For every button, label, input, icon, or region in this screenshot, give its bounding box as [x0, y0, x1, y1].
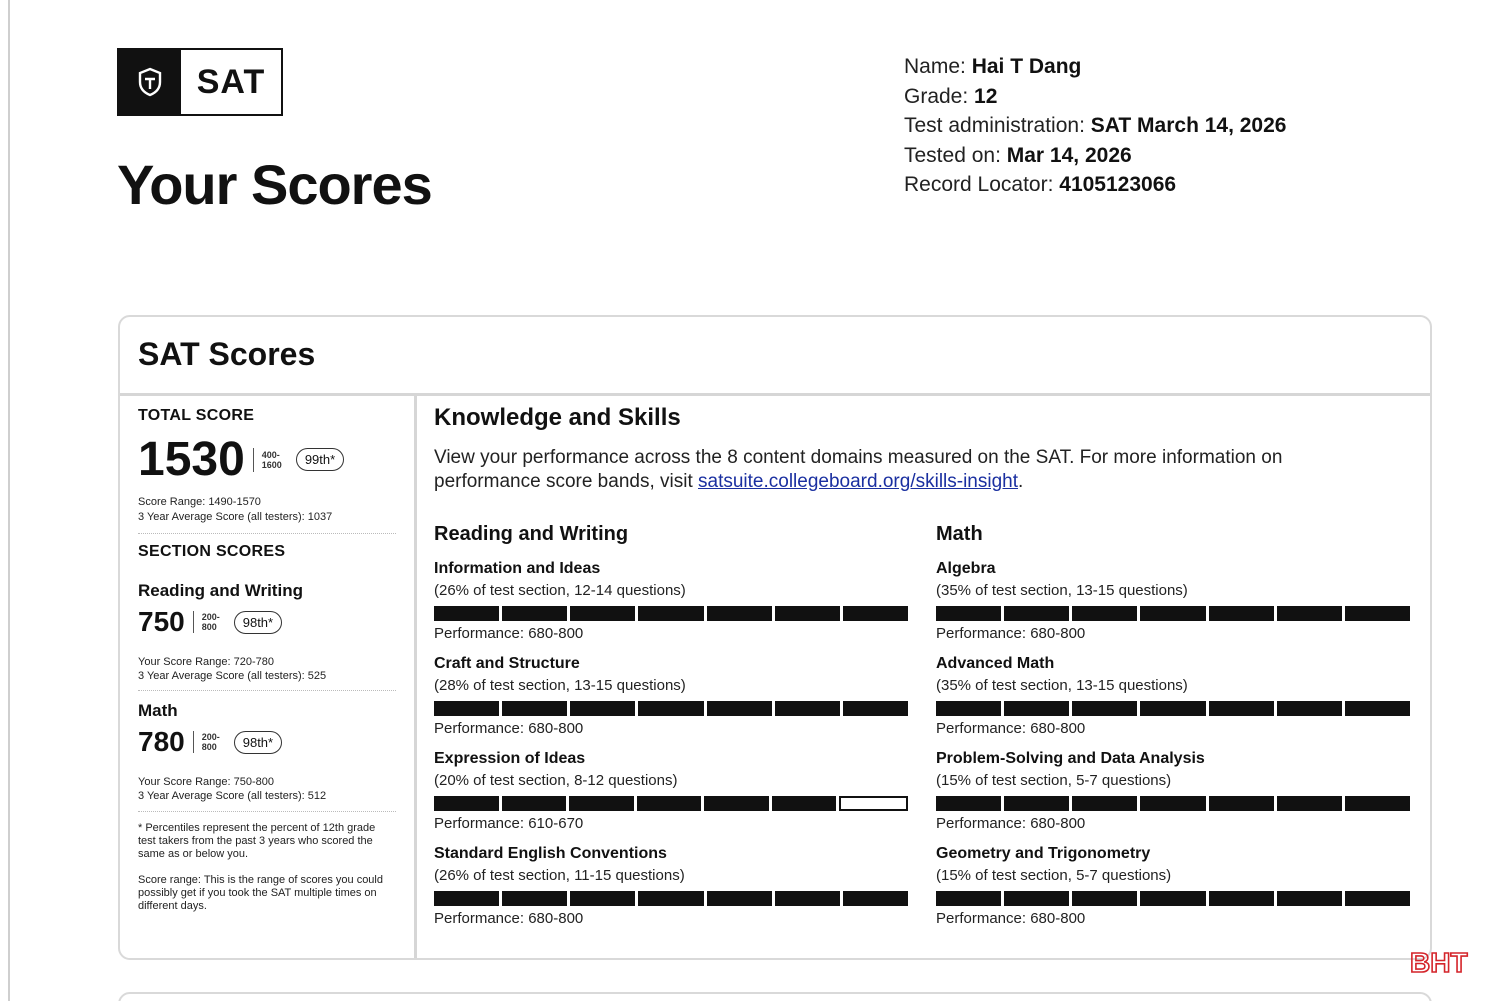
bar-segment-filled — [704, 796, 769, 811]
math-score-scale: 200- 800 — [201, 732, 220, 752]
rw-average: 3 Year Average Score (all testers): 525 — [138, 670, 327, 682]
domain-share: (26% of test section, 12-14 questions) — [434, 582, 686, 599]
performance-bar — [434, 701, 908, 716]
bar-segment-filled — [936, 891, 1001, 906]
sat-logo — [117, 48, 283, 116]
bar-segment-filled — [1072, 701, 1137, 716]
domain-name: Standard English Conventions — [434, 845, 667, 862]
dotted-divider — [138, 533, 396, 534]
bar-segment-filled — [772, 796, 837, 811]
performance-bar — [434, 891, 908, 906]
bar-segment-filled — [569, 796, 634, 811]
bar-segment-empty — [839, 796, 908, 811]
domain-performance: Performance: 680-800 — [936, 910, 1086, 927]
total-score-scale: 400- 1600 — [261, 449, 282, 470]
bar-segment-filled — [1004, 701, 1069, 716]
bar-segment-filled — [775, 701, 840, 716]
domain-name: Geometry and Trigonometry — [936, 845, 1151, 862]
bar-segment-filled — [502, 606, 567, 621]
score-separator — [193, 611, 194, 633]
record-locator-row: Record Locator: 4105123066 — [904, 173, 1177, 196]
bar-segment-filled — [1140, 796, 1205, 811]
bar-segment-filled — [1345, 891, 1410, 906]
math-skills-heading: Math — [936, 523, 983, 545]
domain-performance: Performance: 680-800 — [434, 625, 584, 642]
score-separator — [193, 731, 194, 753]
rw-score-scale: 200- 800 — [201, 612, 220, 632]
domain-share: (28% of test section, 13-15 questions) — [434, 677, 686, 694]
domain-share: (35% of test section, 13-15 questions) — [936, 677, 1188, 694]
total-average: 3 Year Average Score (all testers): 1037 — [138, 511, 333, 523]
skills-insight-link[interactable]: satsuite.collegeboard.org/skills-insight — [698, 471, 1019, 492]
watermark-text: BHT — [1410, 947, 1468, 976]
bar-segment-filled — [434, 891, 499, 906]
bar-segment-filled — [1140, 891, 1205, 906]
math-score-row — [138, 726, 282, 758]
domain-performance: Performance: 680-800 — [936, 815, 1086, 832]
section-scores-caption: SECTION SCORES — [138, 543, 286, 560]
rw-skills-heading: Reading and Writing — [434, 523, 629, 545]
bar-segment-filled — [775, 606, 840, 621]
rw-percentile-badge: 98th* — [234, 611, 282, 634]
test-admin-row: Test administration: SAT March 14, 2026 — [904, 114, 1287, 137]
total-score: 1530 — [138, 433, 245, 486]
performance-bar — [936, 701, 1410, 716]
domain-standard-english — [434, 845, 908, 927]
bar-segment-filled — [707, 891, 772, 906]
rw-section-name: Reading and Writing — [138, 581, 303, 600]
domain-name: Information and Ideas — [434, 560, 601, 577]
rw-score-range: Your Score Range: 720-780 — [138, 656, 274, 668]
bar-segment-filled — [638, 606, 703, 621]
domain-information-ideas — [434, 560, 908, 642]
bar-segment-filled — [707, 701, 772, 716]
bar-segment-filled — [1072, 891, 1137, 906]
watermark-svg — [1410, 946, 1474, 976]
bar-segment-filled — [1209, 796, 1274, 811]
bar-segment-filled — [775, 891, 840, 906]
total-score-row — [138, 432, 344, 487]
domain-performance: Performance: 680-800 — [434, 910, 584, 927]
performance-bar — [936, 606, 1410, 621]
bar-segment-filled — [1072, 606, 1137, 621]
card-title: SAT Scores — [138, 336, 316, 372]
math-average: 3 Year Average Score (all testers): 512 — [138, 790, 327, 802]
bar-segment-filled — [1004, 891, 1069, 906]
bar-segment-filled — [936, 701, 1001, 716]
domain-name: Problem-Solving and Data Analysis — [936, 750, 1205, 767]
math-score: 780 — [138, 726, 185, 757]
score-range-footnote: Score range: This is the range of scores you could possibly get if you took the SAT multiple times on different days. — [138, 874, 383, 912]
rw-score: 750 — [138, 606, 185, 637]
bar-segment-filled — [707, 606, 772, 621]
bar-segment-filled — [1277, 891, 1342, 906]
bar-segment-filled — [1209, 701, 1274, 716]
performance-bar — [434, 606, 908, 621]
bar-segment-filled — [1209, 606, 1274, 621]
domain-name: Craft and Structure — [434, 655, 580, 672]
dotted-divider — [138, 690, 396, 691]
next-card-edge — [118, 992, 1432, 1001]
student-info — [904, 52, 1286, 200]
column-divider — [414, 396, 417, 958]
student-name-row: Name: Hai T Dang — [904, 55, 1082, 78]
domain-problem-solving — [936, 750, 1410, 832]
bar-segment-filled — [434, 701, 499, 716]
bar-segment-filled — [936, 606, 1001, 621]
domain-name: Algebra — [936, 560, 996, 577]
domain-performance: Performance: 680-800 — [936, 720, 1086, 737]
tested-on-row: Tested on: Mar 14, 2026 — [904, 143, 1132, 167]
score-separator — [253, 448, 254, 472]
rw-score-row — [138, 606, 282, 638]
domain-performance: Performance: 680-800 — [434, 720, 584, 737]
logo-text: SAT — [196, 62, 266, 101]
bar-segment-filled — [434, 796, 499, 811]
total-percentile-badge: 99th* — [296, 448, 344, 471]
bar-segment-filled — [1345, 606, 1410, 621]
acorn-shield-icon — [119, 50, 181, 114]
bar-segment-filled — [570, 606, 635, 621]
bar-segment-filled — [1277, 796, 1342, 811]
bar-segment-filled — [570, 891, 635, 906]
math-percentile-badge: 98th* — [234, 731, 282, 754]
bar-segment-filled — [638, 891, 703, 906]
domain-performance: Performance: 610-670 — [434, 815, 584, 832]
bar-segment-filled — [1277, 701, 1342, 716]
bar-segment-filled — [1209, 891, 1274, 906]
performance-bar — [936, 891, 1410, 906]
page-title: Your Scores — [117, 153, 432, 216]
domain-share: (26% of test section, 11-15 questions) — [434, 867, 685, 884]
domain-algebra — [936, 560, 1410, 642]
domain-craft-structure — [434, 655, 908, 737]
total-score-range: Score Range: 1490-1570 — [138, 496, 261, 508]
skills-description: View your performance across the 8 content domains measured on the SAT. For more information on performance score bands, visit satsuite.collegeboard.org/skills-insight. — [434, 447, 1283, 492]
bar-segment-filled — [434, 606, 499, 621]
domain-advanced-math — [936, 655, 1410, 737]
domain-expression-ideas — [434, 750, 908, 832]
bar-segment-filled — [843, 891, 908, 906]
percentile-footnote: * Percentiles represent the percent of 12th grade test takers from the past 3 years who scored the same as or below you. — [138, 822, 376, 860]
bar-segment-filled — [843, 606, 908, 621]
performance-bar — [434, 796, 908, 811]
math-section-name: Math — [138, 701, 178, 720]
watermark-logo — [1410, 946, 1474, 981]
total-score-caption: TOTAL SCORE — [138, 407, 255, 424]
bar-segment-filled — [1140, 701, 1205, 716]
card-divider — [120, 393, 1430, 396]
domain-performance: Performance: 680-800 — [936, 625, 1086, 642]
domain-name: Expression of Ideas — [434, 750, 586, 767]
bar-segment-filled — [1004, 606, 1069, 621]
performance-bar — [936, 796, 1410, 811]
skills-title: Knowledge and Skills — [434, 404, 681, 431]
math-score-range: Your Score Range: 750-800 — [138, 776, 274, 788]
domain-share: (20% of test section, 8-12 questions) — [434, 772, 678, 789]
bar-segment-filled — [637, 796, 702, 811]
bar-segment-filled — [1140, 606, 1205, 621]
bar-segment-filled — [502, 796, 567, 811]
bar-segment-filled — [1072, 796, 1137, 811]
bar-segment-filled — [638, 701, 703, 716]
bar-segment-filled — [1345, 796, 1410, 811]
bar-segment-filled — [502, 891, 567, 906]
domain-share: (15% of test section, 5-7 questions) — [936, 772, 1172, 789]
dotted-divider — [138, 811, 396, 812]
bar-segment-filled — [1345, 701, 1410, 716]
domain-share: (15% of test section, 5-7 questions) — [936, 867, 1172, 884]
bar-segment-filled — [1277, 606, 1342, 621]
bar-segment-filled — [570, 701, 635, 716]
bar-segment-filled — [936, 796, 1001, 811]
page-edge — [8, 0, 10, 1001]
student-grade-row: Grade: 12 — [904, 84, 998, 108]
domain-share: (35% of test section, 13-15 questions) — [936, 582, 1188, 599]
bar-segment-filled — [1004, 796, 1069, 811]
domain-geometry-trig — [936, 845, 1410, 927]
domain-name: Advanced Math — [936, 655, 1055, 672]
bar-segment-filled — [502, 701, 567, 716]
bar-segment-filled — [843, 701, 908, 716]
